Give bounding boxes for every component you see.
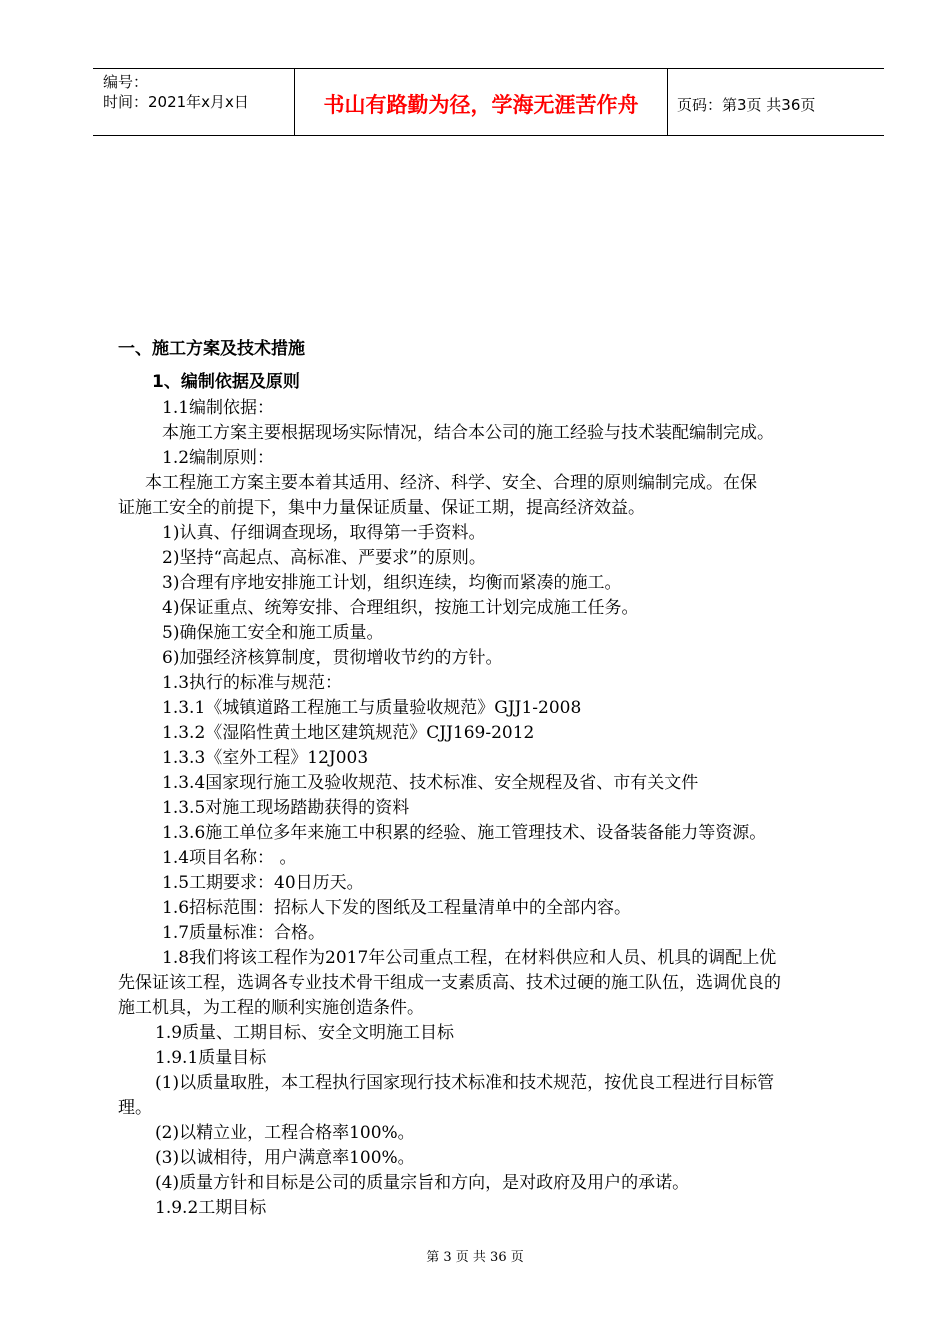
body-line: 1.3执行的标准与规范： <box>162 673 343 693</box>
body-line: 1.9质量、工期目标、安全文明施工目标 <box>155 1023 455 1043</box>
body-line: 理。 <box>118 1098 152 1118</box>
body-line: 证施工安全的前提下，集中力量保证质量、保证工期，提高经济效益。 <box>118 498 645 518</box>
body-line: 先保证该工程，选调各专业技术骨干组成一支素质高、技术过硬的施工队伍，选调优良的 <box>118 973 781 993</box>
page-footer: 第 3 页 共 36 页 <box>426 1250 524 1265</box>
body-line: 本施工方案主要根据现场实际情况，结合本公司的施工经验与技术装配编制完成。 <box>162 423 774 443</box>
time-label: 时间：2021年x月x日 <box>103 93 249 111</box>
body-line: 1)认真、仔细调查现场，取得第一手资料。 <box>162 523 486 543</box>
body-line: 1.3.4国家现行施工及验收规范、技术标准、安全规程及省、市有关文件 <box>162 773 699 793</box>
document-header <box>93 68 884 136</box>
body-line: 1.9.1质量目标 <box>155 1048 267 1068</box>
page-info: 页码：第3页 共36页 <box>677 96 816 114</box>
body-line: 3)合理有序地安排施工计划，组织连续，均衡而紧凑的施工。 <box>162 573 622 593</box>
body-line: (4)质量方针和目标是公司的质量宗旨和方向，是对政府及用户的承诺。 <box>155 1173 690 1193</box>
code-label: 编号： <box>103 73 149 91</box>
motto-text: 书山有路勤为径，学海无涯苦作舟 <box>323 93 639 117</box>
body-line: (1)以质量取胜，本工程执行国家现行技术标准和技术规范，按优良工程进行目标管 <box>155 1073 775 1093</box>
body-line: 1.2编制原则： <box>162 448 275 468</box>
body-line: 1.6招标范围：招标人下发的图纸及工程量清单中的全部内容。 <box>162 898 632 918</box>
body-line: 1.4项目名称： 。 <box>162 848 297 868</box>
body-line: 本工程施工方案主要本着其适用、经济、科学、安全、合理的原则编制完成。在保 <box>145 473 757 493</box>
body-line: 6)加强经济核算制度，贯彻增收节约的方针。 <box>162 648 503 668</box>
body-line: 1.1编制依据： <box>162 398 275 418</box>
body-line: 5)确保施工安全和施工质量。 <box>162 623 384 643</box>
body-line: 1.9.2工期目标 <box>155 1198 267 1218</box>
body-line: 2)坚持“高起点、高标准、严要求”的原则。 <box>162 548 486 568</box>
body-line: 施工机具，为工程的顺利实施创造条件。 <box>118 998 424 1018</box>
subsection-title: 1、编制依据及原则 <box>152 372 300 392</box>
body-line: 4)保证重点、统筹安排、合理组织，按施工计划完成施工任务。 <box>162 598 639 618</box>
body-line: (2)以精立业，工程合格率100%。 <box>155 1123 415 1143</box>
header-page-cell <box>667 69 884 135</box>
body-line: 1.3.3《室外工程》12J003 <box>162 748 369 768</box>
body-line: 1.8我们将该工程作为2017年公司重点工程，在材料供应和人员、机具的调配上优 <box>162 948 777 968</box>
header-meta-cell <box>93 69 294 135</box>
body-line: 1.3.6施工单位多年来施工中积累的经验、施工管理技术、设备装备能力等资源。 <box>162 823 767 843</box>
body-line: (3)以诚相待，用户满意率100%。 <box>155 1148 415 1168</box>
body-line: 1.7质量标准：合格。 <box>162 923 326 943</box>
body-line: 1.5工期要求：40日历天。 <box>162 873 364 893</box>
body-line: 1.3.1《城镇道路工程施工与质量验收规范》GJJ1-2008 <box>162 698 582 718</box>
body-line: 1.3.5对施工现场踏勘获得的资料 <box>162 798 410 818</box>
header-motto-cell <box>294 69 668 135</box>
body-line: 1.3.2《湿陷性黄土地区建筑规范》CJJ169-2012 <box>162 723 535 743</box>
section-title: 一、施工方案及技术措施 <box>118 339 305 359</box>
